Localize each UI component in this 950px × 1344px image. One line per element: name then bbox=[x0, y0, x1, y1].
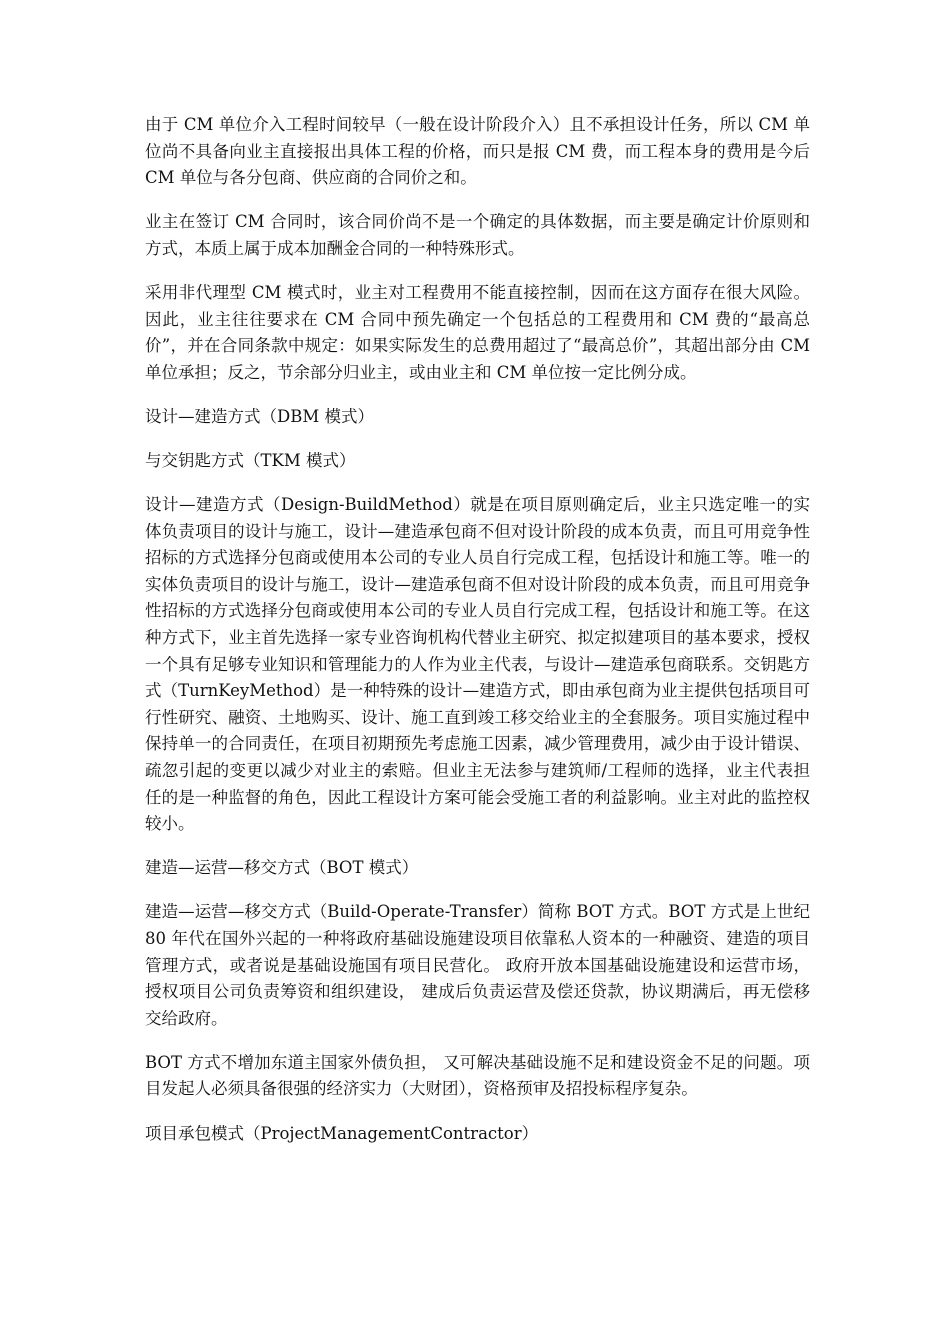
paragraph-cm-contract: 业主在签订 CM 合同时，该合同价尚不是一个确定的具体数据，而主要是确定计价原则和方式，本质上属于成本加酬金合同的一种特殊形式。 bbox=[145, 212, 810, 258]
paragraph-cm-max-price: 采用非代理型 CM 模式时，业主对工程费用不能直接控制，因而在这方面存在很大风险。因此，业主往往要求在 CM 合同中预先确定一个包括总的工程费用和 CM 费的“最高总价”，并在合同条款中规定：如果实际发生的总费用超过了“最高总价”，其超出部分由 CM 单位承担；反之，节余部分归业主，或由业主和 CM 单位按一定比例分成。 bbox=[145, 282, 810, 382]
heading-bot: 建造—运营—移交方式（BOT 模式） bbox=[145, 858, 419, 878]
document-body bbox=[145, 112, 810, 1165]
paragraph-bot-features: BOT 方式不增加东道主国家外债负担， 又可解决基础设施不足和建设资金不足的问题。项目发起人必须具备很强的经济实力（大财团），资格预审及招投标程序复杂。 bbox=[145, 1052, 810, 1099]
paragraph-dbm-tkm: 设计—建造方式（Design-BuildMethod）就是在项目原则确定后，业主只选定唯一的实体负责项目的设计与施工，设计—建造承包商不但对设计阶段的成本负责，而且可用竞争性招标的方式选择分包商或使用本公司的专业人员自行完成工程，包括设计和施工等。唯一的实体负责项目的设计与施工，设计—建造承包商不但对设计阶段的成本负责，而且可用竞争性招标的方式选择分包商或使用本公司的专业人员自行完成工程，包括设计和施工等。在这种方式下，业主首先选择一家专业咨询机构代替业主研究、拟定拟建项目的基本要求，授权一个具有足够专业知识和管理能力的人作为业主代表，与设计—建造承包商联系。交钥匙方式（TurnKeyMethod）是一种特殊的设计—建造方式，即由承包商为业主提供包括项目可行性研究、融资、土地购买、设计、施工直到竣工移交给业主的全套服务。项目实施过程中保持单一的合同责任，在项目初期预先考虑施工因素，减少管理费用，减少由于设计错误、疏忽引起的变更以减少对业主的索赔。但业主无法参与建筑师/工程师的选择，业主代表担任的是一种监督的角色，因此工程设计方案可能会受施工者的利益影响。业主对此的监控权较小。 bbox=[145, 495, 810, 834]
paragraph-bot-definition: 建造—运营—移交方式（Build-Operate-Transfer）简称 BOT 方式。BOT 方式是上世纪 80 年代在国外兴起的一种将政府基础设施建设项目依靠私人资本的一种融资、建造的项目管理方式，或者说是基础设施国有项目民营化。 政府开放本国基础设施建设和运营市场，授权项目公司负责筹资和组织建设， 建成后负责运营及偿还贷款，协议期满后，再无偿移交给政府。 bbox=[145, 902, 810, 1028]
heading-pmc: 项目承包模式（ProjectManagementContractor） bbox=[145, 1123, 539, 1143]
heading-dbm: 设计—建造方式（DBM 模式） bbox=[145, 406, 374, 426]
paragraph-cm-pricing: 由于 CM 单位介入工程时间较早（一般在设计阶段介入）且不承担设计任务，所以 CM 单位尚不具备向业主直接报出具体工程的价格，而只是报 CM 费，而工程本身的费用是今后 CM 单位与各分包商、供应商的合同价之和。 bbox=[145, 115, 810, 188]
heading-tkm: 与交钥匙方式（TKM 模式） bbox=[145, 450, 356, 470]
